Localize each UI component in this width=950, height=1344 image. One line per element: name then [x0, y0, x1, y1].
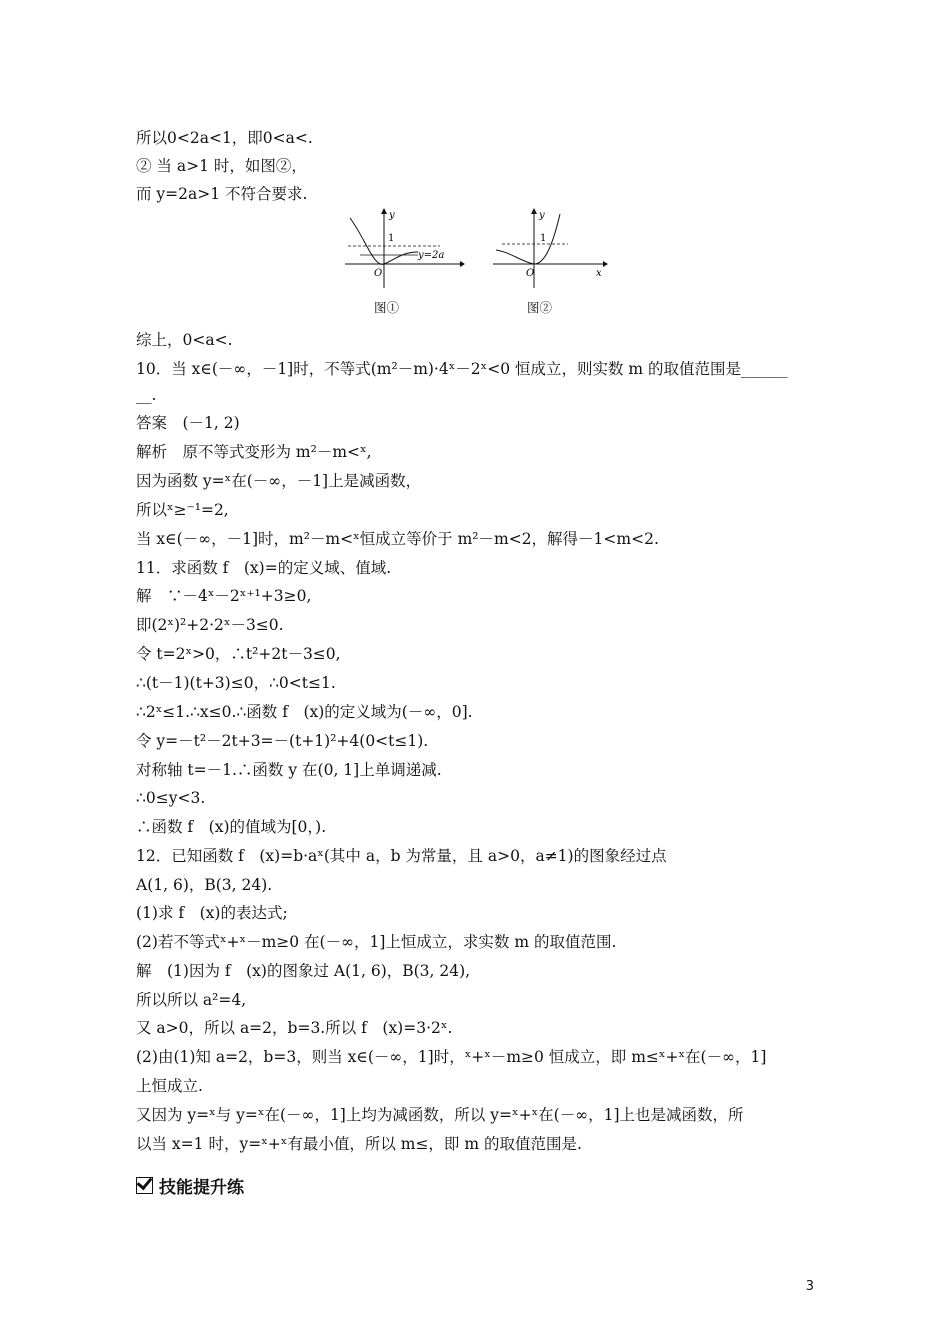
fig2-y-label: y: [539, 210, 545, 221]
line-6: __.: [136, 386, 157, 404]
fig1-origin-label: O: [374, 268, 383, 279]
line-15: 令 t=2ˣ>0，∴t²+2t－3≤0,: [136, 645, 341, 663]
fig1-one-label: 1: [388, 233, 395, 244]
fig1-curve-label: y=2a: [418, 250, 445, 261]
line-22: 12．已知函数 f (x)=b·aˣ(其中 a，b 为常量，且 a>0，a≠1)的图象经过点: [136, 847, 667, 865]
figure-2-caption: 图②: [527, 300, 553, 315]
line-20: ∴0≤y<3.: [136, 789, 206, 807]
line-25: (2)若不等式ˣ+ˣ－m≥0 在(－∞，1]上恒成立，求实数 m 的取值范围.: [136, 933, 617, 951]
fig2-origin-label: O: [526, 268, 535, 279]
line-28: 又 a>0，所以 a=2，b=3.所以 f (x)=3·2ˣ.: [136, 1019, 453, 1037]
line-32: 以当 x=1 时，y=ˣ+ˣ有最小值，所以 m≤，即 m 的取值范围是.: [136, 1135, 582, 1153]
line-11: 当 x∈(－∞，－1]时，m²－m<ˣ恒成立等价于 m²－m<2，解得－1<m<2.: [136, 530, 659, 548]
fig2-one-label: 1: [540, 233, 547, 244]
line-23: A(1, 6)，B(3, 24).: [136, 876, 273, 894]
line-18: 令 y=－t²－2t+3=－(t+1)²+4(0<t≤1).: [136, 732, 429, 750]
line-31: 又因为 y=ˣ与 y=ˣ在(－∞，1]上均为减函数，所以 y=ˣ+ˣ在(－∞，1]上也是减函数，所: [136, 1106, 744, 1124]
line-10: 所以ˣ≥⁻¹=2,: [136, 501, 229, 519]
line-3: 而 y=2a>1 不符合要求.: [136, 185, 308, 203]
fig1-y-label: y: [389, 210, 395, 221]
figure-2: [490, 208, 610, 288]
line-4: 综上，0<a<.: [136, 331, 233, 349]
line-17: ∴2ˣ≤1.∴x≤0.∴函数 f (x)的定义域为(－∞，0].: [136, 703, 473, 721]
line-30: 上恒成立.: [136, 1077, 203, 1095]
line-9: 因为函数 y=ˣ在(－∞，－1]上是减函数，: [136, 472, 422, 490]
figure-1-caption: 图①: [374, 300, 400, 315]
line-8: 解析 原不等式变形为 m²－m<ˣ,: [136, 443, 372, 461]
line-27: 所以所以 a²=4,: [136, 991, 247, 1009]
line-13: 解 ∵－4ˣ－2ˣ⁺¹+3≥0,: [136, 587, 312, 605]
line-7: 答案 (－1, 2): [136, 414, 240, 432]
line-26: 解 (1)因为 f (x)的图象过 A(1, 6)，B(3, 24),: [136, 962, 471, 980]
line-21: ∴函数 f (x)的值域为[0，).: [136, 818, 327, 836]
section-heading-text: 技能提升练: [159, 1178, 244, 1198]
line-5: 10．当 x∈(－∞，－1]时，不等式(m²－m)·4ˣ－2ˣ<0 恒成立，则实数 m 的取值范围是______: [136, 360, 788, 378]
line-2: ② 当 a>1 时，如图②，: [136, 157, 307, 175]
checkbox-icon: [136, 1177, 153, 1194]
page-number: 3: [805, 1279, 814, 1294]
line-12: 11．求函数 f (x)=的定义域、值域.: [136, 559, 392, 577]
section-heading: [136, 1173, 244, 1198]
line-29: (2)由(1)知 a=2，b=3，则当 x∈(－∞，1]时，ˣ+ˣ－m≥0 恒成立，即 m≤ˣ+ˣ在(－∞，1]: [136, 1048, 767, 1066]
figure-1: [340, 208, 465, 288]
line-19: 对称轴 t=－1.∴函数 y 在(0, 1]上单调递减.: [136, 761, 442, 779]
fig2-x-label: x: [596, 268, 602, 279]
line-16: ∴(t－1)(t+3)≤0，∴0<t≤1.: [136, 674, 336, 692]
line-24: (1)求 f (x)的表达式;: [136, 904, 288, 922]
line-1: 所以0<2a<1，即0<a<.: [136, 129, 313, 147]
line-14: 即(2ˣ)²+2·2ˣ－3≤0.: [136, 616, 284, 634]
